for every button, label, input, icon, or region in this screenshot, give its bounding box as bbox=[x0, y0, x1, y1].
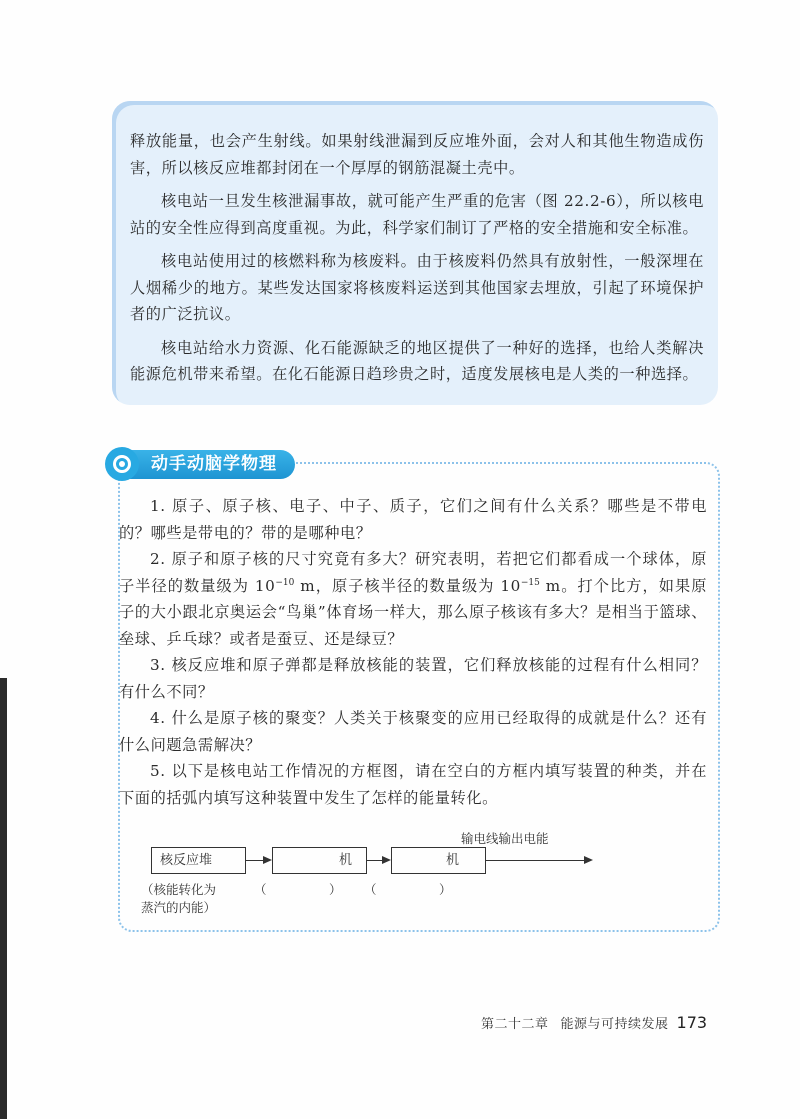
reading-paragraph: 释放能量，也会产生射线。如果射线泄漏到反应堆外面，会对人和其他生物造成伤害，所以核反应堆都封闭在一个厚厚的钢筋混凝土壳中。 bbox=[130, 132, 704, 177]
arrow-output-head bbox=[584, 856, 593, 864]
page-number: 173 bbox=[676, 1013, 708, 1032]
chapter-title: 能源与可持续发展 bbox=[560, 1017, 669, 1032]
page-footer bbox=[481, 1013, 707, 1032]
arrow-output bbox=[486, 860, 586, 861]
question-list bbox=[119, 493, 707, 811]
question-1: 1. 原子、原子核、电子、中子、质子，它们之间有什么关系？哪些是不带电的？哪些是带电的？带的是哪种电？ bbox=[119, 497, 707, 542]
box-blank-machine-2: 机 bbox=[391, 847, 486, 874]
target-icon bbox=[105, 447, 139, 481]
arrow-1-head bbox=[263, 856, 272, 864]
question-2: 2. 原子和原子核的尺寸究竟有多大？研究表明，若把它们都看成一个球体，原子半径的数量级为 $10^{-10}$ m，原子核半径的数量级为 $10^{-15}$ m。打个比方，如果原子的大小跟北京奥运会“鸟巢”体育场一样大，那么原子核该有多大？是相当于篮球、垒球、乒乓球？或者是蚕豆、还是绿豆？ bbox=[119, 550, 707, 648]
arrow-2-head bbox=[382, 856, 391, 864]
blank-paren-2: （ ） bbox=[364, 882, 452, 897]
question-4: 4. 什么是原子核的聚变？人类关于核聚变的应用已经取得的成就是什么？还有什么问题急需解决？ bbox=[119, 709, 707, 754]
book-spine-shadow bbox=[0, 678, 7, 1119]
reading-paragraph: 核电站使用过的核燃料称为核废料。由于核废料仍然具有放射性，一般深埋在人烟稀少的地方。某些发达国家将核废料运送到其他国家去埋放，引起了环境保护者的广泛抗议。 bbox=[130, 252, 704, 323]
power-plant-flow-diagram bbox=[141, 831, 601, 918]
box-nuclear-reactor: 核反应堆 bbox=[151, 847, 246, 874]
question-3: 3. 核反应堆和原子弹都是释放核能的装置，它们释放核能的过程有什么相同？有什么不同？ bbox=[119, 656, 707, 701]
exercise-header bbox=[105, 447, 295, 481]
note-reactor-conversion: （核能转化为 蒸汽的内能） bbox=[141, 882, 217, 915]
exercise-title: 动手动脑学物理 bbox=[129, 450, 295, 479]
reading-box bbox=[112, 101, 718, 405]
blank-paren-1: （ ） bbox=[254, 882, 342, 897]
output-label: 输电线输出电能 bbox=[461, 831, 549, 846]
reading-paragraph: 核电站给水力资源、化石能源缺乏的地区提供了一种好的选择，也给人类解决能源危机带来希望。在化石能源日趋珍贵之时，适度发展核电是人类的一种选择。 bbox=[130, 338, 704, 383]
chapter-label: 第二十二章 bbox=[481, 1017, 549, 1032]
reading-paragraph: 核电站一旦发生核泄漏事故，就可能产生严重的危害（图 22.2-6），所以核电站的安全性应得到高度重视。为此，科学家们制订了严格的安全措施和安全标准。 bbox=[130, 192, 704, 237]
box-blank-machine-1: 机 bbox=[272, 847, 367, 874]
question-5: 5. 以下是核电站工作情况的方框图，请在空白的方框内填写装置的种类，并在下面的括弧内填写这种装置中发生了怎样的能量转化。 bbox=[119, 762, 707, 807]
